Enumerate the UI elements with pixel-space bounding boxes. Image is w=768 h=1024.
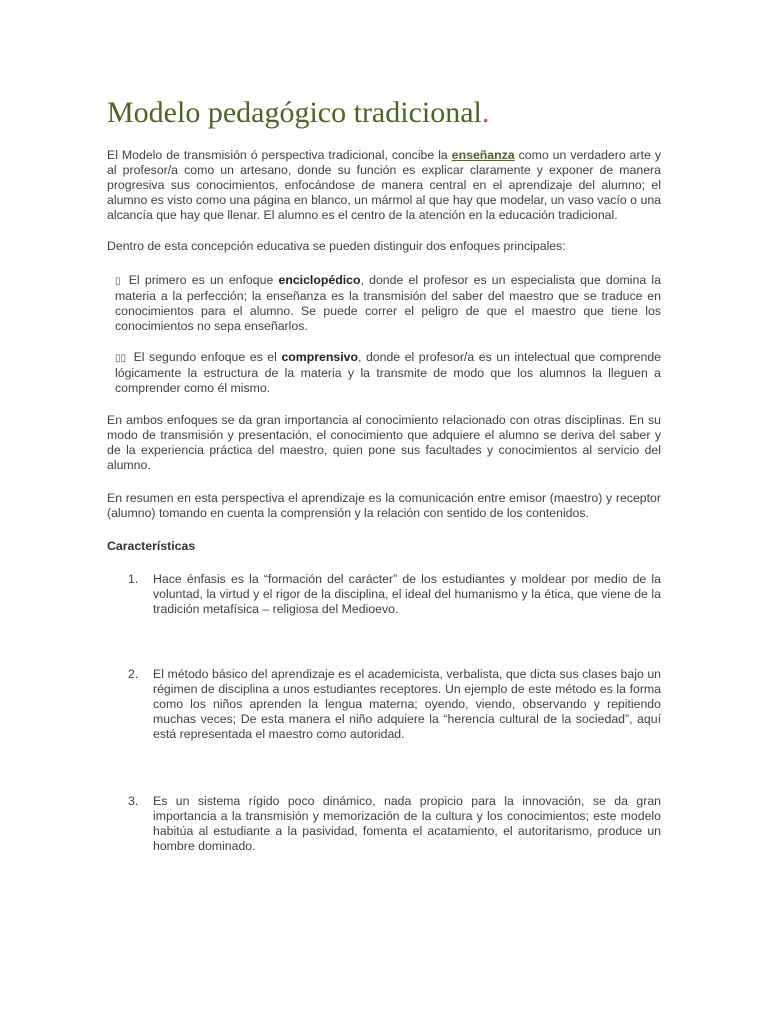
list-number: 2. (128, 667, 139, 681)
characteristics-heading: Características (107, 539, 196, 553)
approach-2-text-before-bold: El segundo enfoque es el (129, 350, 282, 364)
missing-glyph-icon: ▯ (115, 276, 121, 287)
approach-2-paragraph (115, 350, 661, 396)
approaches-intro-paragraph: Dentro de esta concepción educativa se pueden distinguir dos enfoques principales: (107, 239, 566, 253)
missing-glyph-icon: ▯▯ (115, 353, 127, 364)
approach-1-text-before-bold: El primero es un enfoque (123, 273, 279, 287)
summary-paragraph: En resumen en esta perspectiva el aprendizaje es la comunicación entre emisor (maestro) y receptor (alumno) tomando en cuenta la comprensión y la relación con sentido de los contenidos. (107, 491, 661, 520)
approach-2-bold-term: comprensivo (281, 350, 358, 364)
approach-2-text-after-bold: , donde el profesor/a es un intelectual que comprende lógicamente la estructura de la materia y la transmite de modo que los alumnos la lleguen a comprender como él mismo. (115, 350, 661, 395)
both-approaches-paragraph: En ambos enfoques se da gran importancia al conocimiento relacionado con otras disciplinas. En su modo de transmisión y presentación, el conocimiento que adquiere el alumno se deriva del saber y de la experiencia práctica del maestro, quien pone sus facultades y conocimientos al servicio del alumno. (107, 413, 661, 472)
page-title (107, 93, 489, 133)
intro-paragraph (107, 148, 661, 223)
page-title-period: . (481, 96, 490, 129)
page-title-text: Modelo pedagógico tradicional (107, 96, 482, 129)
intro-text-after-link: como un verdadero arte y al profesor/a como un artesano, donde su función es explicar claramente y exponer de manera progresiva sus conocimientos, enfocándose de manera central en el aprendizaje del alumno; el alumno es visto como una página en blanco, un mármol al que hay que modelar, un vaso vacío o una alcancía que hay que llenar. El alumno es el centro de la atención en la educación tradicional. (107, 148, 661, 222)
list-item-text: Es un sistema rígido poco dinámico, nada propicio para la innovación, se da gran importancia a la transmisión y memorización de la cultura y los conocimientos; este modelo habitúa al estudiante a la pasividad, fomenta el acatamiento, el autoritarismo, produce un hombre dominado. (153, 794, 661, 853)
approach-1-bold-term: enciclopédico (278, 273, 361, 287)
intro-text-before-link: El Modelo de transmisión ó perspectiva tradicional, concibe la (107, 148, 452, 162)
list-item-text: El método básico del aprendizaje es el academicista, verbalista, que dicta sus clases bajo un régimen de disciplina a unos estudiantes receptores. Un ejemplo de este método es la forma como los niños aprenden la lengua materna; oyendo, viendo, observando y repitiendo muchas veces; De esta manera el niño adquiere la “herencia cultural de la sociedad”, aquí está representada el maestro como autoridad. (153, 667, 661, 741)
list-item-text: Hace énfasis es la “formación del carácter” de los estudiantes y moldear por medio de la voluntad, la virtud y el rigor de la disciplina, el ideal del humanismo y la ética, que viene de la tradición metafísica – religiosa del Medioevo. (153, 572, 661, 616)
list-number: 3. (128, 794, 139, 808)
ensenanza-link[interactable]: enseñanza (451, 148, 515, 162)
list-number: 1. (128, 572, 139, 586)
approach-1-text-after-bold: , donde el profesor es un especialista que domina la materia a la perfección; la enseñanza es la transmisión del saber del maestro que se traduce en conocimientos para el alumno. Se puede correr el peligro de que el maestro que tiene los conocimientos no sepa enseñarlos. (115, 273, 661, 333)
approach-1-paragraph (115, 273, 661, 334)
